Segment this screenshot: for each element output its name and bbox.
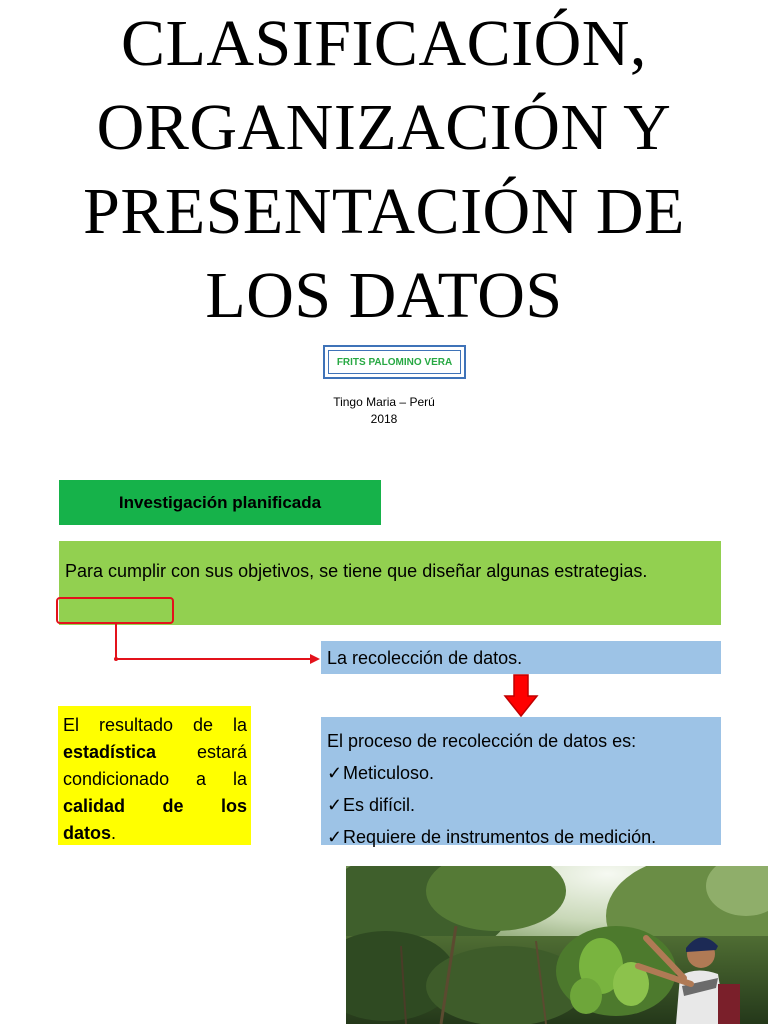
process-box bbox=[321, 717, 721, 845]
process-item: ✓Requiere de instrumentos de medición. bbox=[327, 821, 721, 853]
title-line: CLASIFICACIÓN, bbox=[121, 7, 647, 80]
title-line: LOS DATOS bbox=[205, 259, 563, 332]
process-item: ✓Meticuloso. bbox=[327, 757, 721, 789]
collection-box bbox=[321, 641, 721, 674]
check-icon: ✓ bbox=[327, 795, 343, 815]
process-heading: El proceso de recolección de datos es: bbox=[327, 731, 637, 751]
author-name: FRITS PALOMINO VERA bbox=[336, 356, 453, 368]
process-item: ✓Es difícil. bbox=[327, 789, 721, 821]
strategy-text: Para cumplir con sus objetivos, se tiene que diseñar algunas estrategias. bbox=[65, 561, 648, 581]
title-line: PRESENTACIÓN DE bbox=[83, 175, 685, 248]
author-box bbox=[323, 345, 466, 379]
check-icon: ✓ bbox=[327, 763, 343, 783]
year-text: 2018 bbox=[370, 412, 398, 426]
down-arrow-icon bbox=[503, 674, 539, 718]
connector-arrow bbox=[110, 623, 322, 665]
section-header: Investigación planificada bbox=[59, 480, 381, 525]
collection-text: La recolección de datos. bbox=[327, 648, 523, 668]
location-text: Tingo Maria – Perú bbox=[333, 395, 435, 409]
quality-note: El resultado de la estadística estará condicionado a la calidad de los datos. bbox=[58, 706, 251, 845]
title-line: ORGANIZACIÓN Y bbox=[96, 91, 672, 164]
highlight-rectangle bbox=[56, 597, 174, 624]
check-icon: ✓ bbox=[327, 827, 343, 847]
slide-title bbox=[0, 2, 768, 338]
field-photo bbox=[346, 866, 768, 1024]
